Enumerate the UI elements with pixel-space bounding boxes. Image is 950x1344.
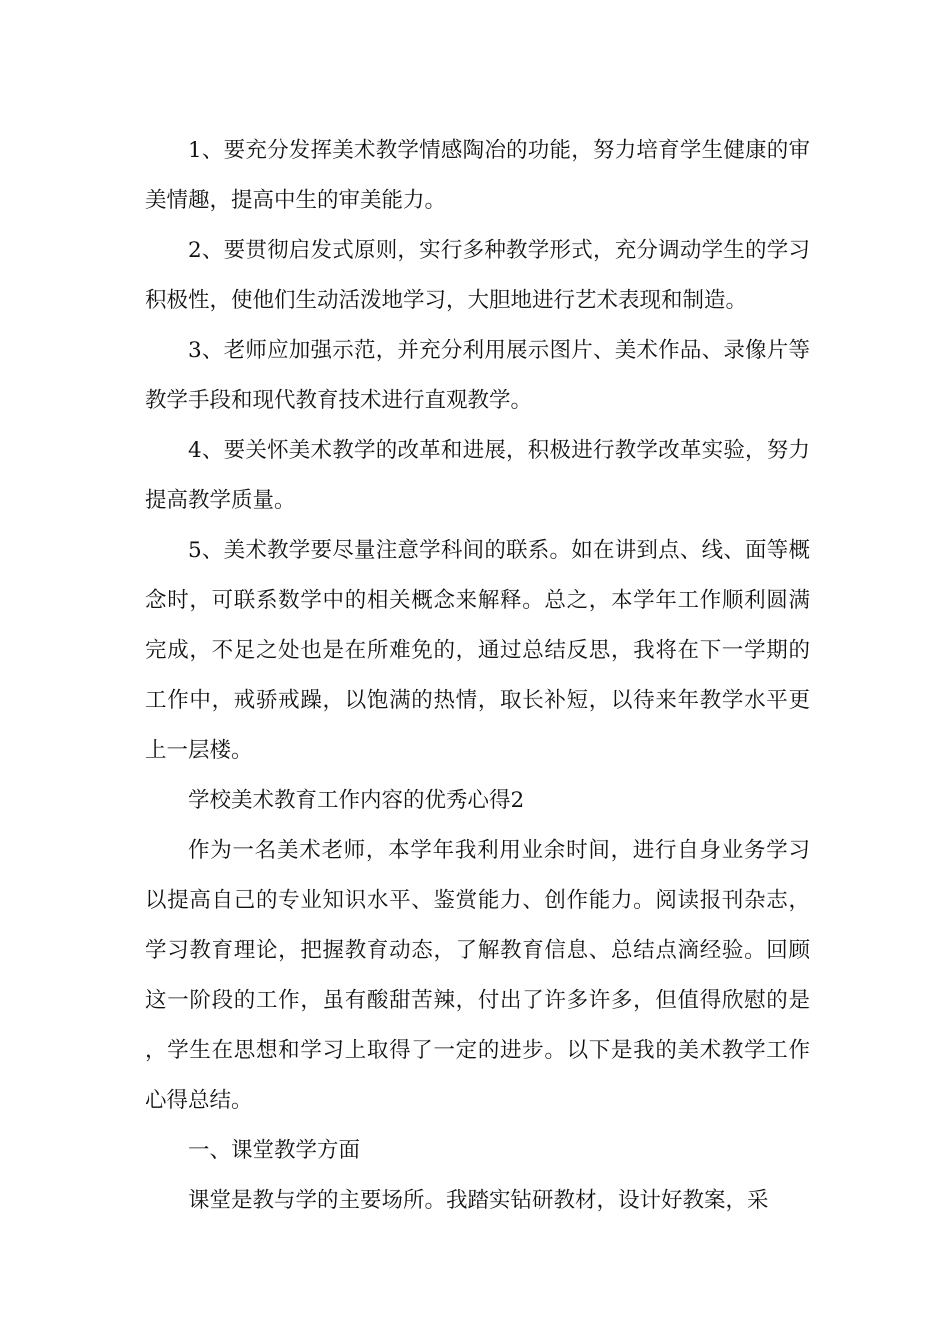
paragraph-item-3: 3、老师应加强示范，并充分利用展示图片、美术作品、录像片等教学手段和现代教育技术进行直观教学。	[145, 338, 810, 413]
paragraph-item-4: 4、要关怀美术教学的改革和进展，积极进行教学改革实验，努力提高教学质量。	[145, 438, 810, 513]
document-page	[145, 126, 810, 1226]
paragraph-item-1: 1、要充分发挥美术教学情感陶冶的功能，努力培育学生健康的审美情趣，提高中生的审美能力。	[145, 138, 810, 213]
paragraph-item-5: 5、美术教学要尽量注意学科间的联系。如在讲到点、线、面等概念时，可联系数学中的相关概念来解释。总之，本学年工作顺利圆满完成，不足之处也是在所难免的，通过总结反思，我将在下一学期的工作中，戒骄戒躁，以饱满的热情，取长补短，以待来年教学水平更上一层楼。	[145, 538, 810, 763]
section-title: 学校美术教育工作内容的优秀心得2	[188, 788, 525, 813]
paragraph-classroom: 课堂是教与学的主要场所。我踏实钻研教材，设计好教案，采	[188, 1188, 769, 1213]
paragraph-item-2: 2、要贯彻启发式原则，实行多种教学形式，充分调动学生的学习积极性，使他们生动活泼地学习，大胆地进行艺术表现和制造。	[145, 238, 810, 313]
paragraph-intro: 作为一名美术老师，本学年我利用业余时间，进行自身业务学习以提高自己的专业知识水平、鉴赏能力、创作能力。阅读报刊杂志，学习教育理论，把握教育动态，了解教育信息、总结点滴经验。回顾这一阶段的工作，虽有酸甜苦辣，付出了许多许多，但值得欣慰的是，学生在思想和学习上取得了一定的进步。以下是我的美术教学工作心得总结。	[145, 838, 810, 1113]
subsection-title: 一、课堂教学方面	[188, 1138, 361, 1163]
